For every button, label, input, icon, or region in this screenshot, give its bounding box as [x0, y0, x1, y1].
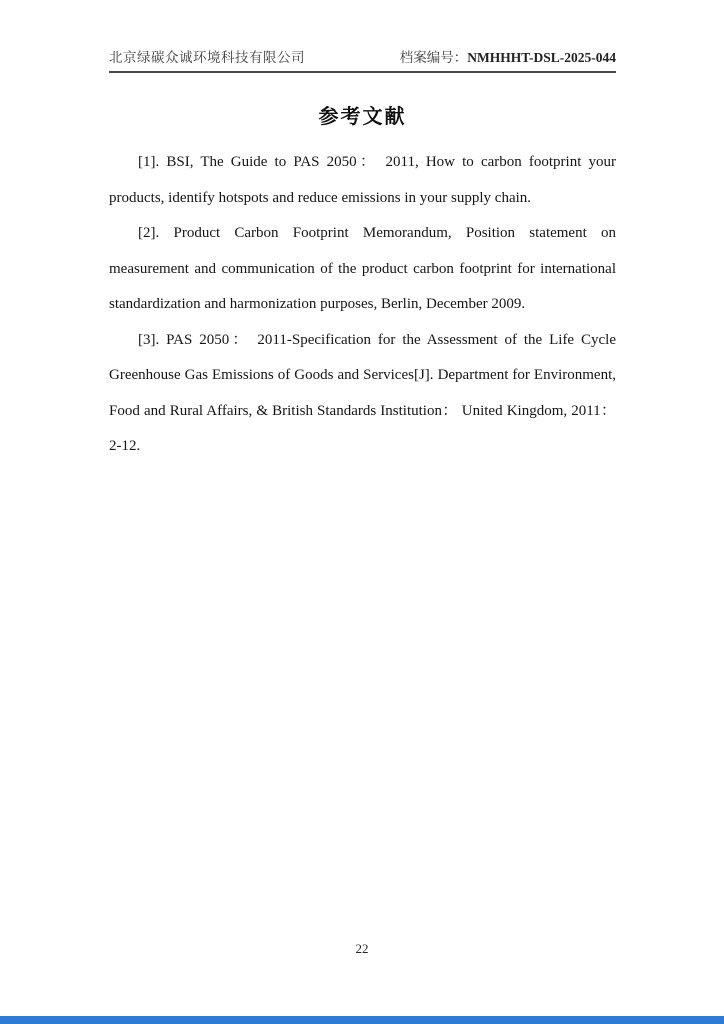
references-list: [109, 145, 616, 465]
footer-accent-bar: [0, 1016, 724, 1024]
archive-label: 档案编号：: [399, 50, 468, 65]
page-content: [0, 0, 724, 465]
archive-id: [400, 46, 616, 66]
archive-number: NMHHHT-DSL-2025-044: [467, 50, 616, 65]
company-name: 北京绿碳众诚环境科技有限公司: [109, 50, 305, 65]
page-number: 22: [355, 941, 369, 956]
reference-item-1: [1]. BSI, The Guide to PAS 2050： 2011, How to carbon footprint your products, identify hotspots and reduce emissions in your supply chain.: [109, 154, 616, 206]
document-header: [109, 46, 616, 73]
reference-item-2: [2]. Product Carbon Footprint Memorandum, Position statement on measurement and communication of the product carbon footprint for international standardization and harmonization purposes, Berlin, December 2009.: [109, 225, 616, 312]
page-title: 参考文献: [318, 106, 407, 128]
reference-item-3: [3]. PAS 2050： 2011-Specification for the Assessment of the Life Cycle Greenhouse Gas Emissions of Goods and Services[J]. Department for Environment, Food and Rural Affairs, & British Standards Institution： United Kingdom, 2011： 2-12.: [109, 331, 616, 454]
